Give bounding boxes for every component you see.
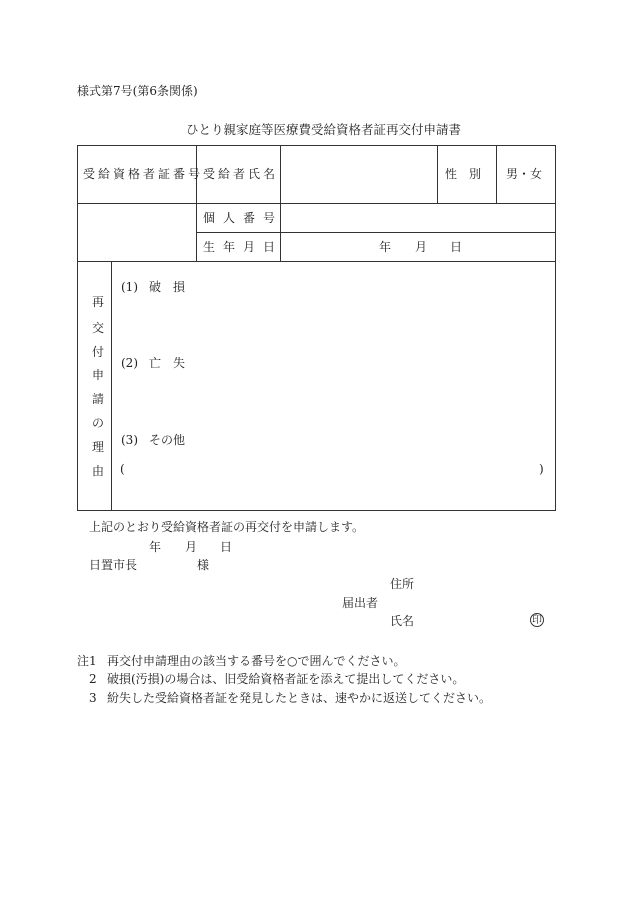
note-text: 再交付申請理由の該当する番号を○で囲んでください。 <box>107 654 406 668</box>
reason-label-char: 再 <box>91 295 104 309</box>
applicant-label: 届出者 <box>342 596 379 610</box>
date-month: 月 <box>185 540 198 554</box>
table-rule <box>111 261 112 511</box>
birthdate-day: 日 <box>450 240 463 254</box>
reason-text: 破 損 <box>149 280 186 294</box>
reason-label-char: 付 <box>91 345 104 359</box>
applicant-name-label: 氏名 <box>390 614 415 628</box>
reason-number: (3) <box>121 433 138 447</box>
reason-label-char: 請 <box>91 392 104 406</box>
personal-number-label: 個人番号 <box>203 211 284 225</box>
table-rule <box>77 261 556 262</box>
table-rule <box>496 145 497 203</box>
gender-options: 男・女 <box>506 167 543 181</box>
cert-number-label: 受給資格者証番号 <box>83 167 204 181</box>
birthdate-year: 年 <box>379 240 392 254</box>
reason-label-char: 交 <box>91 321 104 335</box>
statement: 上記のとおり受給資格者証の再交付を申請します。 <box>89 520 365 534</box>
reason-label-char: 由 <box>91 464 104 478</box>
reason-label-char: 理 <box>91 440 104 454</box>
date-day: 日 <box>220 540 233 554</box>
reason-label-char: 申 <box>91 368 104 382</box>
table-rule <box>196 232 556 233</box>
recipient-name-label: 受給者氏名 <box>203 167 279 181</box>
application-table <box>77 145 556 511</box>
reason-text: その他 <box>149 433 186 447</box>
birthdate-label: 生年月日 <box>203 240 284 254</box>
gender-label: 性 別 <box>445 167 482 181</box>
note-text: 破損(汚損)の場合は、旧受給資格者証を添えて提出してください。 <box>107 672 465 686</box>
form-title: ひとり親家庭等医療費受給資格者証再交付申請書 <box>186 122 462 137</box>
reason-label-char: の <box>91 416 104 430</box>
note-number: 注1 <box>77 654 97 668</box>
applicant-address-label: 住所 <box>390 577 415 591</box>
table-rule <box>77 203 556 204</box>
addressee: 日置市長 <box>89 558 138 572</box>
date-year: 年 <box>149 540 162 554</box>
table-rule <box>437 145 438 203</box>
note-number: 2 <box>89 672 97 686</box>
reason-number: (1) <box>121 280 138 294</box>
reason-text: 亡 失 <box>149 356 186 370</box>
form-number: 様式第7号(第6条関係) <box>77 84 198 98</box>
note-text: 紛失した受給資格者証を発見したときは、速やかに返送してください。 <box>107 691 492 705</box>
table-rule <box>196 145 197 261</box>
other-open-paren: ( <box>120 462 125 476</box>
birthdate-month: 月 <box>415 240 428 254</box>
note-number: 3 <box>89 691 97 705</box>
seal-mark: 印 <box>532 615 542 626</box>
other-close-paren: ) <box>539 462 544 476</box>
addressee-honorific: 様 <box>197 558 210 572</box>
reason-number: (2) <box>121 356 138 370</box>
